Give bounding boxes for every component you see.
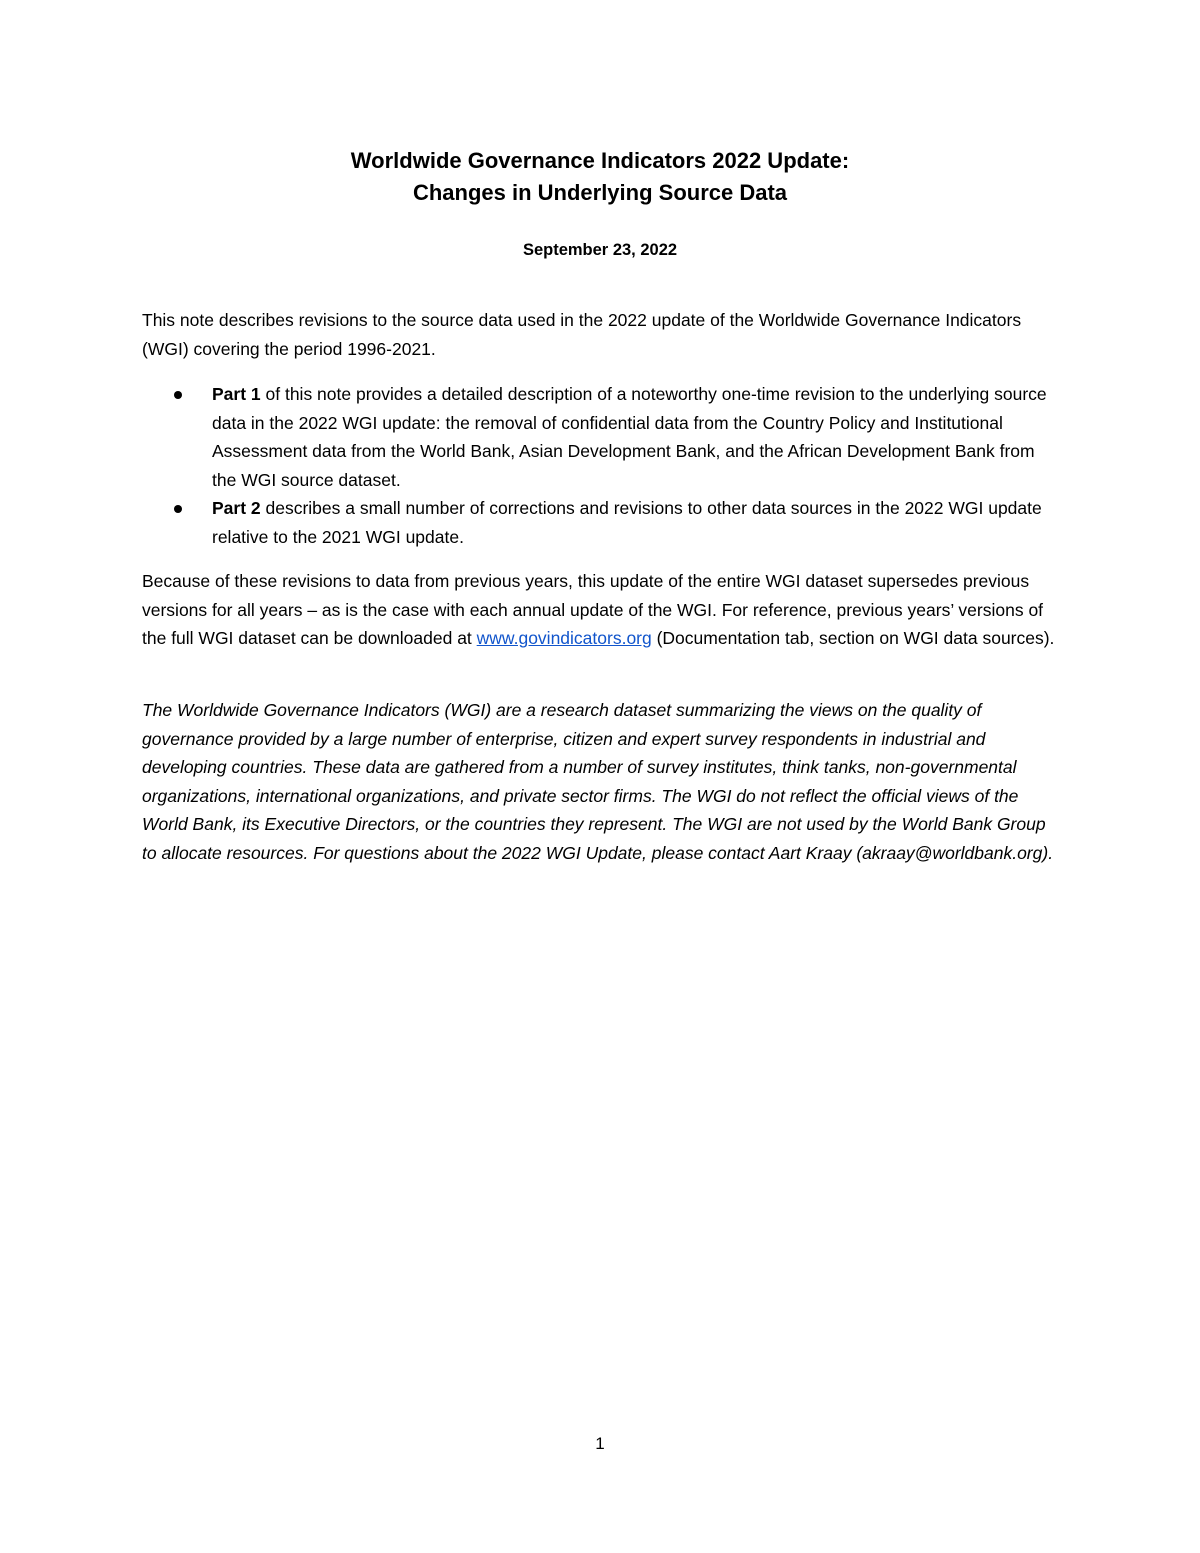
revisions-text: Because of these revisions to data from previous years, this update of the entire WGI dataset supersedes previous versions for all years – as is the case with each annual update of the WGI. For reference, previous years’ versions of the full WGI dataset can be downloaded at <box>142 571 1044 648</box>
page-number: 1 <box>595 1434 605 1453</box>
govindicators-link[interactable]: www.govindicators.org <box>476 628 652 648</box>
revisions-tail-text: (Documentation tab, section on WGI data sources). <box>651 628 1055 648</box>
bullet-label: Part 2 <box>212 498 261 518</box>
bullet-dot-icon <box>174 391 182 399</box>
disclaimer-paragraph: The Worldwide Governance Indicators (WGI) are a research dataset summarizing the views on the quality of governance provided by a large number of enterprise, citizen and expert survey respondents in industrial and developing countries. These data are gathered from a number of survey institutes, think tanks, non-governmental organizations, international organizations, and private sector firms. The WGI do not reflect the official views of the World Bank, its Executive Directors, or the countries they represent. The WGI are not used by the World Bank Group to allocate resources. For questions about the 2022 WGI Update, please contact Aart Kraay (akraay@worldbank.org). <box>142 700 1054 863</box>
document-title-line-1: Worldwide Governance Indicators 2022 Update: <box>350 148 850 173</box>
document-date: September 23, 2022 <box>522 241 678 259</box>
bullet-label: Part 1 <box>212 384 261 404</box>
bullet-item-part-2 <box>142 494 1062 551</box>
bullet-dot-icon <box>174 505 182 513</box>
parts-bullet-list <box>142 380 1062 551</box>
document-title-line-2: Changes in Underlying Source Data <box>412 180 788 205</box>
intro-paragraph: This note describes revisions to the source data used in the 2022 update of the Worldwide Governance Indicators (WGI) covering the period 1996-2021. <box>142 310 1022 359</box>
bullet-item-part-1 <box>142 380 1062 494</box>
bullet-text: of this note provides a detailed description of a noteworthy one-time revision to the underlying source data in the 2022 WGI update: the removal of confidential data from the Country Policy and Institutional Assessment data from the World Bank, Asian Development Bank, and the African Development Bank from the WGI source dataset. <box>212 384 1047 490</box>
bullet-text: describes a small number of corrections and revisions to other data sources in the 2022 WGI update relative to the 2021 WGI update. <box>212 498 1042 547</box>
revisions-paragraph <box>142 567 1062 653</box>
